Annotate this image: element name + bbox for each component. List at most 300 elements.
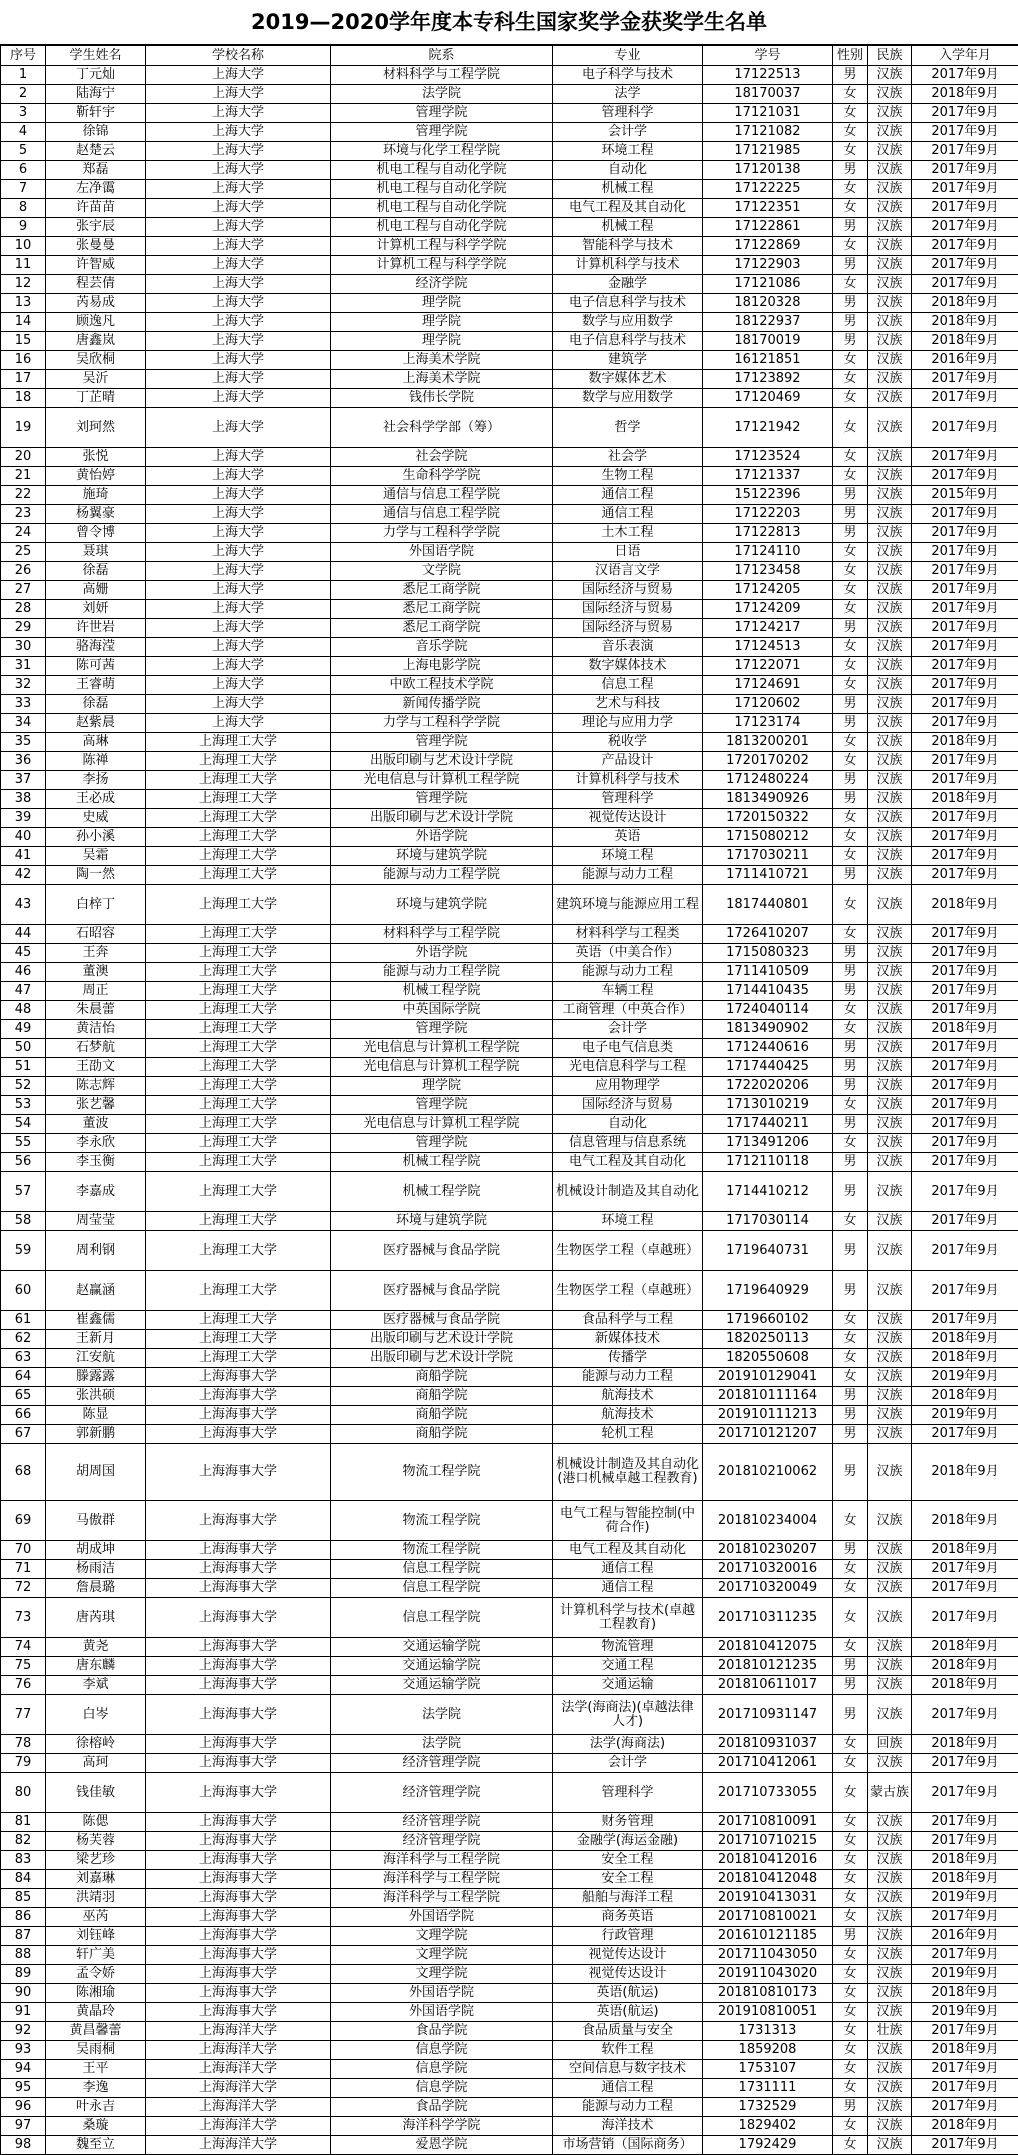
table-cell: 17122513 (703, 66, 833, 85)
table-cell: 16 (1, 351, 46, 370)
table-cell: 5 (1, 142, 46, 161)
table-cell: 法学(海商法) (553, 1735, 703, 1754)
table-cell: 经济管理学院 (331, 1832, 553, 1851)
table-cell: 男 (833, 1058, 868, 1077)
table-cell: 汉族 (868, 1115, 912, 1134)
table-cell: 机电工程与自动化学院 (331, 218, 553, 237)
table-cell: 2017年9月 (912, 2098, 1018, 2117)
table-cell: 1720150322 (703, 809, 833, 828)
table-cell: 汉族 (868, 866, 912, 885)
table-cell: 汉族 (868, 1695, 912, 1735)
table-cell: 女 (833, 676, 868, 695)
table-cell: 上海理工大学 (146, 885, 331, 925)
table-cell: 2017年9月 (912, 714, 1018, 733)
table-cell: 汉族 (868, 963, 912, 982)
table-cell: 汉族 (868, 1870, 912, 1889)
table-row (1, 1598, 1018, 1638)
table-cell: 18120328 (703, 294, 833, 313)
table-cell: 日语 (553, 543, 703, 562)
table-cell: 社会学院 (331, 448, 553, 467)
table-cell: 外国语学院 (331, 543, 553, 562)
table-cell: 88 (1, 1946, 46, 1965)
table-cell: 孟令娇 (46, 1965, 146, 1984)
table-cell: 管理学院 (331, 1020, 553, 1039)
table-row (1, 963, 1018, 982)
table-cell: 女 (833, 1984, 868, 2003)
table-cell: 54 (1, 1115, 46, 1134)
table-cell: 汉族 (868, 885, 912, 925)
table-cell: 女 (833, 925, 868, 944)
table-cell: 汉族 (868, 1598, 912, 1638)
table-cell: 1859208 (703, 2041, 833, 2060)
table-cell: 男 (833, 1695, 868, 1735)
table-cell: 82 (1, 1832, 46, 1851)
column-header: 性别 (833, 46, 868, 66)
table-cell: 17124209 (703, 600, 833, 619)
table-cell: 汉族 (868, 714, 912, 733)
table-cell: 1719640929 (703, 1271, 833, 1311)
table-row (1, 505, 1018, 524)
table-cell: 汉族 (868, 1231, 912, 1271)
table-row (1, 1773, 1018, 1813)
table-cell: 17122903 (703, 256, 833, 275)
table-cell: 上海理工大学 (146, 1039, 331, 1058)
table-cell: 40 (1, 828, 46, 847)
table-cell: 2018年9月 (912, 733, 1018, 752)
table-cell: 环境与建筑学院 (331, 847, 553, 866)
table-cell: 201810412075 (703, 1638, 833, 1657)
table-cell: 上海理工大学 (146, 925, 331, 944)
table-cell: 87 (1, 1927, 46, 1946)
table-cell: 2017年9月 (912, 2079, 1018, 2098)
table-cell: 社会科学学部（筹） (331, 408, 553, 448)
table-cell: 上海海事大学 (146, 1598, 331, 1638)
table-cell: 王平 (46, 2060, 146, 2079)
table-cell: 17 (1, 370, 46, 389)
table-cell: 201810931037 (703, 1735, 833, 1754)
table-cell: 女 (833, 370, 868, 389)
table-cell: 男 (833, 1927, 868, 1946)
table-row (1, 619, 1018, 638)
table-cell: 光电信息与计算机工程学院 (331, 1058, 553, 1077)
table-cell: 力学与工程科学学院 (331, 714, 553, 733)
table-cell: 董波 (46, 1115, 146, 1134)
table-cell: 201911043020 (703, 1965, 833, 1984)
table-cell: 53 (1, 1096, 46, 1115)
table-cell: 生命科学学院 (331, 467, 553, 486)
table-cell: 上海大学 (146, 370, 331, 389)
table-cell: 赵紫晨 (46, 714, 146, 733)
table-row (1, 1851, 1018, 1870)
table-cell: 上海电影学院 (331, 657, 553, 676)
table-cell: 1714410435 (703, 982, 833, 1001)
table-cell: 2017年9月 (912, 1058, 1018, 1077)
table-cell: 物流工程学院 (331, 1444, 553, 1501)
table-cell: 女 (833, 1754, 868, 1773)
table-cell: 上海海事大学 (146, 1560, 331, 1579)
table-cell: 机械设计制造及其自动化 (553, 1172, 703, 1212)
table-row (1, 752, 1018, 771)
table-cell: 壮族 (868, 2022, 912, 2041)
table-cell: 医疗器械与食品学院 (331, 1271, 553, 1311)
table-cell: 物流管理 (553, 1638, 703, 1657)
table-cell: 2017年9月 (912, 1096, 1018, 1115)
table-cell: 上海海洋大学 (146, 2022, 331, 2041)
table-cell: 女 (833, 1096, 868, 1115)
table-cell: 女 (833, 1813, 868, 1832)
table-row (1, 828, 1018, 847)
table-cell: 上海理工大学 (146, 1349, 331, 1368)
table-cell: 黄怡婷 (46, 467, 146, 486)
table-cell: 王劭文 (46, 1058, 146, 1077)
table-cell: 物流工程学院 (331, 1541, 553, 1560)
table-cell: 汉族 (868, 1387, 912, 1406)
table-cell: 魏至立 (46, 2136, 146, 2155)
table-cell: 汉族 (868, 1832, 912, 1851)
table-cell: 上海海事大学 (146, 1908, 331, 1927)
table-cell: 75 (1, 1657, 46, 1676)
table-cell: 航海技术 (553, 1406, 703, 1425)
table-cell: 汉族 (868, 1020, 912, 1039)
table-cell: 杨翼豪 (46, 505, 146, 524)
table-cell: 产品设计 (553, 752, 703, 771)
table-cell: 汉族 (868, 1096, 912, 1115)
table-cell: 17124513 (703, 638, 833, 657)
table-cell: 男 (833, 1657, 868, 1676)
table-row (1, 1501, 1018, 1541)
table-cell: 经济管理学院 (331, 1754, 553, 1773)
table-cell: 男 (833, 256, 868, 275)
table-cell: 上海海事大学 (146, 1579, 331, 1598)
table-cell: 医疗器械与食品学院 (331, 1231, 553, 1271)
table-cell: 通信工程 (553, 1579, 703, 1598)
column-header: 院系 (331, 46, 553, 66)
table-cell: 2017年9月 (912, 142, 1018, 161)
table-cell: 1731111 (703, 2079, 833, 2098)
table-cell: 张曼曼 (46, 237, 146, 256)
table-cell: 19 (1, 408, 46, 448)
table-cell: 29 (1, 619, 46, 638)
table-cell: 2018年9月 (912, 1387, 1018, 1406)
table-cell: 上海海事大学 (146, 1773, 331, 1813)
table-cell: 上海海事大学 (146, 1735, 331, 1754)
table-cell: 17122071 (703, 657, 833, 676)
table-cell: 上海海洋大学 (146, 2098, 331, 2117)
table-cell: 2018年9月 (912, 313, 1018, 332)
table-cell: 女 (833, 1870, 868, 1889)
table-cell: 通信工程 (553, 1560, 703, 1579)
table-cell: 上海海洋大学 (146, 2079, 331, 2098)
table-row (1, 370, 1018, 389)
table-cell: 18170037 (703, 85, 833, 104)
table-cell: 男 (833, 866, 868, 885)
table-cell: 汉族 (868, 256, 912, 275)
table-cell: 陶一然 (46, 866, 146, 885)
table-cell: 汉族 (868, 695, 912, 714)
table-cell: 男 (833, 1172, 868, 1212)
table-cell: 理学院 (331, 332, 553, 351)
table-cell: 汉族 (868, 1039, 912, 1058)
table-cell: 孙小溪 (46, 828, 146, 847)
table-cell: 出版印刷与艺术设计学院 (331, 1330, 553, 1349)
table-cell: 回族 (868, 1735, 912, 1754)
table-cell: 机械工程学院 (331, 1153, 553, 1172)
table-cell: 悉尼工商学院 (331, 619, 553, 638)
table-cell: 男 (833, 714, 868, 733)
table-cell: 30 (1, 638, 46, 657)
table-cell: 上海大学 (146, 66, 331, 85)
table-cell: 汉族 (868, 562, 912, 581)
column-header: 学号 (703, 46, 833, 66)
table-cell: 201710710215 (703, 1832, 833, 1851)
table-cell: 金融学 (553, 275, 703, 294)
table-cell: 陈湘瑜 (46, 1984, 146, 2003)
table-row (1, 1695, 1018, 1735)
table-cell: 生物工程 (553, 467, 703, 486)
table-cell: 1813200201 (703, 733, 833, 752)
table-cell: 聂琪 (46, 543, 146, 562)
table-cell: 25 (1, 543, 46, 562)
table-cell: 2018年9月 (912, 1657, 1018, 1676)
table-cell: 海洋科学与工程学院 (331, 1889, 553, 1908)
table-cell: 商船学院 (331, 1425, 553, 1444)
table-cell: 电子信息科学与技术 (553, 294, 703, 313)
table-cell: 201810234004 (703, 1501, 833, 1541)
table-cell: 交通运输学院 (331, 1638, 553, 1657)
table-cell: 3 (1, 104, 46, 123)
table-cell: 电气工程及其自动化 (553, 1153, 703, 1172)
table-row (1, 1311, 1018, 1330)
table-cell: 汉族 (868, 351, 912, 370)
table-cell: 7 (1, 180, 46, 199)
table-cell: 上海海事大学 (146, 1657, 331, 1676)
table-cell: 白梓丁 (46, 885, 146, 925)
table-cell: 女 (833, 1368, 868, 1387)
table-cell: 2017年9月 (912, 66, 1018, 85)
table-cell: 上海海事大学 (146, 1406, 331, 1425)
table-cell: 交通运输学院 (331, 1676, 553, 1695)
table-cell: 上海大学 (146, 676, 331, 695)
table-cell: 视觉传达设计 (553, 1946, 703, 1965)
table-cell: 男 (833, 1541, 868, 1560)
table-cell: 汉族 (868, 1349, 912, 1368)
table-row (1, 1058, 1018, 1077)
table-cell: 64 (1, 1368, 46, 1387)
table-cell: 许智威 (46, 256, 146, 275)
table-cell: 77 (1, 1695, 46, 1735)
table-cell: 2018年9月 (912, 1735, 1018, 1754)
table-cell: 汉族 (868, 543, 912, 562)
table-cell: 女 (833, 123, 868, 142)
table-cell: 上海海洋大学 (146, 2041, 331, 2060)
table-row (1, 1406, 1018, 1425)
table-cell: 信息工程 (553, 676, 703, 695)
table-cell: 李嘉成 (46, 1172, 146, 1212)
table-cell: 12 (1, 275, 46, 294)
table-cell: 50 (1, 1039, 46, 1058)
table-cell: 男 (833, 1676, 868, 1695)
table-cell: 201910413031 (703, 1889, 833, 1908)
table-cell: 汉族 (868, 2003, 912, 2022)
table-cell: 女 (833, 142, 868, 161)
column-header: 学校名称 (146, 46, 331, 66)
table-cell: 汉族 (868, 847, 912, 866)
table-cell: 滕露露 (46, 1368, 146, 1387)
table-row (1, 790, 1018, 809)
table-cell: 男 (833, 486, 868, 505)
table-cell: 女 (833, 85, 868, 104)
table-cell: 汉族 (868, 2041, 912, 2060)
table-cell: 汉族 (868, 142, 912, 161)
table-cell: 汉族 (868, 1889, 912, 1908)
table-cell: 201710320016 (703, 1560, 833, 1579)
table-cell: 2016年9月 (912, 351, 1018, 370)
table-cell: 汉族 (868, 1965, 912, 1984)
table-cell: 电子电气信息类 (553, 1039, 703, 1058)
table-cell: 能源与动力工程 (553, 1368, 703, 1387)
table-cell: 31 (1, 657, 46, 676)
table-cell: 汉族 (868, 1077, 912, 1096)
table-cell: 81 (1, 1813, 46, 1832)
table-row (1, 2060, 1018, 2079)
table-cell: 97 (1, 2117, 46, 2136)
table-cell: 汉族 (868, 66, 912, 85)
table-cell: 电气工程及其自动化 (553, 1541, 703, 1560)
table-cell: 2017年9月 (912, 771, 1018, 790)
table-cell: 女 (833, 1501, 868, 1541)
table-cell: 会计学 (553, 123, 703, 142)
table-cell: 201710121207 (703, 1425, 833, 1444)
table-cell: 女 (833, 275, 868, 294)
table-cell: 57 (1, 1172, 46, 1212)
table-row (1, 351, 1018, 370)
table-cell: 汉族 (868, 85, 912, 104)
table-cell: 86 (1, 1908, 46, 1927)
table-cell: 2 (1, 85, 46, 104)
table-cell: 外语学院 (331, 944, 553, 963)
table-row (1, 676, 1018, 695)
table-cell: 汉族 (868, 1406, 912, 1425)
table-cell: 汉族 (868, 408, 912, 448)
table-cell: 汉族 (868, 944, 912, 963)
table-cell: 2018年9月 (912, 790, 1018, 809)
table-cell: 靳轩宇 (46, 104, 146, 123)
table-cell: 2018年9月 (912, 1020, 1018, 1039)
table-cell: 许苗苗 (46, 199, 146, 218)
table-row (1, 524, 1018, 543)
table-cell: 安全工程 (553, 1851, 703, 1870)
table-cell: 2017年9月 (912, 1832, 1018, 1851)
table-cell: 商船学院 (331, 1387, 553, 1406)
table-cell: 新媒体技术 (553, 1330, 703, 1349)
table-cell: 马傲群 (46, 1501, 146, 1541)
table-cell: 2017年9月 (912, 2060, 1018, 2079)
column-header: 民族 (868, 46, 912, 66)
table-cell: 国际经济与贸易 (553, 581, 703, 600)
table-cell: 上海大学 (146, 313, 331, 332)
table-cell: 英语（中美合作） (553, 944, 703, 963)
table-cell: 上海海事大学 (146, 1851, 331, 1870)
table-cell: 1722020206 (703, 1077, 833, 1096)
table-cell: 汉族 (868, 1946, 912, 1965)
table-cell: 汉族 (868, 1271, 912, 1311)
table-cell: 女 (833, 199, 868, 218)
table-cell: 上海理工大学 (146, 1001, 331, 1020)
column-header: 序号 (1, 46, 46, 66)
table-cell: 电气工程及其自动化 (553, 199, 703, 218)
table-cell: 光电信息与计算机工程学院 (331, 1115, 553, 1134)
table-cell: 80 (1, 1773, 46, 1813)
table-cell: 2017年9月 (912, 619, 1018, 638)
table-cell: 女 (833, 1598, 868, 1638)
table-cell: 材料科学与工程学院 (331, 66, 553, 85)
table-cell: 法学 (553, 85, 703, 104)
table-cell: 杨芙蓉 (46, 1832, 146, 1851)
table-row (1, 1735, 1018, 1754)
table-cell: 电子科学与技术 (553, 66, 703, 85)
table-row (1, 581, 1018, 600)
table-row (1, 85, 1018, 104)
table-row (1, 161, 1018, 180)
table-cell: 悉尼工商学院 (331, 581, 553, 600)
table-row (1, 1965, 1018, 1984)
table-row (1, 1754, 1018, 1773)
table-cell: 女 (833, 351, 868, 370)
table-cell: 2017年9月 (912, 600, 1018, 619)
table-cell: 2018年9月 (912, 2117, 1018, 2136)
table-cell: 食品学院 (331, 2098, 553, 2117)
table-cell: 管理学院 (331, 790, 553, 809)
table-cell: 曾令博 (46, 524, 146, 543)
table-cell: 22 (1, 486, 46, 505)
table-cell: 文学院 (331, 562, 553, 581)
table-cell: 施琦 (46, 486, 146, 505)
table-cell: 丁元灿 (46, 66, 146, 85)
table-cell: 上海海事大学 (146, 1832, 331, 1851)
table-cell: 汉族 (868, 790, 912, 809)
table-row (1, 1077, 1018, 1096)
table-cell: 2017年9月 (912, 123, 1018, 142)
table-cell: 男 (833, 1153, 868, 1172)
table-cell: 2017年9月 (912, 1695, 1018, 1735)
table-cell: 2018年9月 (912, 1676, 1018, 1695)
table-row (1, 714, 1018, 733)
table-cell: 女 (833, 1889, 868, 1908)
table-cell: 汉族 (868, 237, 912, 256)
table-cell: 2017年9月 (912, 982, 1018, 1001)
table-cell: 石昭容 (46, 925, 146, 944)
table-cell: 理论与应用力学 (553, 714, 703, 733)
table-cell: 黄昌馨蕾 (46, 2022, 146, 2041)
table-cell: 上海大学 (146, 142, 331, 161)
table-cell: 1715080323 (703, 944, 833, 963)
table-cell: 1719660102 (703, 1311, 833, 1330)
table-cell: 1813490902 (703, 1020, 833, 1039)
table-cell: 汉族 (868, 2079, 912, 2098)
table-cell: 叶永吉 (46, 2098, 146, 2117)
table-cell: 英语(航运) (553, 1984, 703, 2003)
table-cell: 管理科学 (553, 104, 703, 123)
table-cell: 201910129041 (703, 1368, 833, 1387)
table-cell: 上海理工大学 (146, 1153, 331, 1172)
table-cell: 英语(航运) (553, 2003, 703, 2022)
table-cell: 王奔 (46, 944, 146, 963)
table-cell: 2017年9月 (912, 199, 1018, 218)
table-cell: 1719640731 (703, 1231, 833, 1271)
table-cell: 上海海事大学 (146, 1676, 331, 1695)
table-cell: 会计学 (553, 1754, 703, 1773)
table-cell: 女 (833, 2117, 868, 2136)
